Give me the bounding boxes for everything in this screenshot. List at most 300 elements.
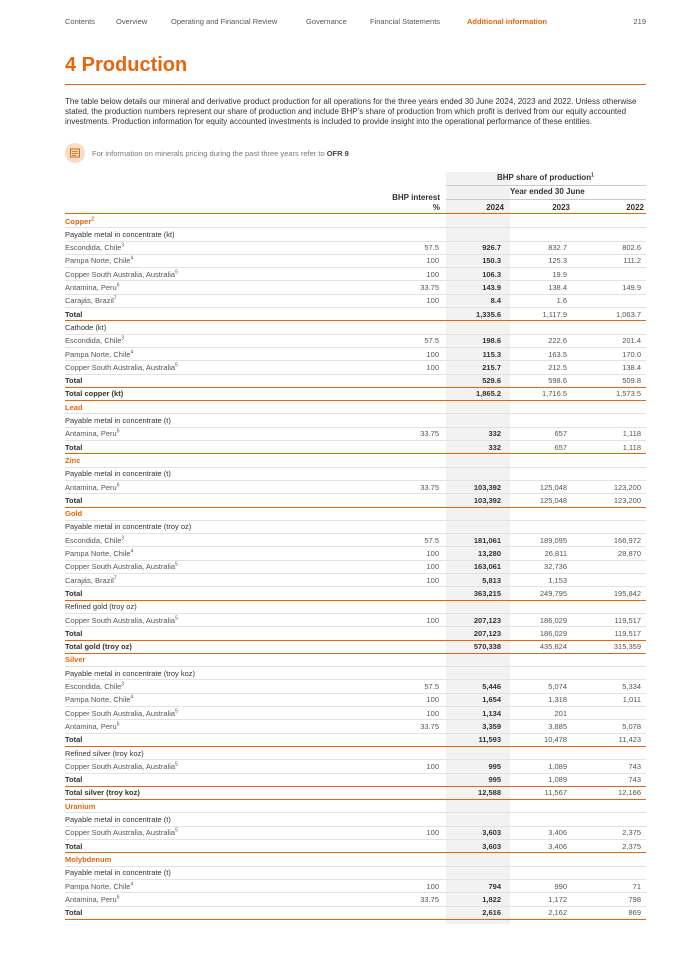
row-label [65, 655, 85, 664]
footnote-marker: 4 [130, 255, 134, 262]
row-label [65, 536, 124, 545]
value-2024: 926.7 [482, 243, 501, 253]
footnote-marker: 3 [121, 681, 125, 688]
table-row [65, 360, 646, 374]
value-2023: 186,029 [539, 628, 567, 638]
subsection-header [65, 746, 646, 760]
value-2022: 315,359 [613, 642, 641, 652]
pricing-note-label: For information on minerals pricing during the past three years refer to [92, 149, 325, 158]
value-2024: 143.9 [482, 283, 501, 292]
row-label [65, 469, 171, 478]
table-row [65, 334, 646, 348]
table-row [65, 267, 646, 281]
value-2022: 509.8 [622, 376, 641, 386]
value-2022: 166,972 [613, 535, 641, 545]
row-label [65, 363, 178, 372]
table-row [65, 706, 646, 720]
subsection-header [65, 600, 646, 614]
table-row [65, 427, 646, 441]
table-row [65, 879, 646, 893]
table-row [65, 241, 646, 255]
value-2024: 163,061 [473, 562, 501, 572]
row-label-text: Total [65, 841, 83, 851]
row-label-text: Antamina, Peru [65, 894, 117, 904]
row-label [65, 682, 124, 691]
value-2024: 995 [488, 761, 501, 771]
footnote-marker: 3 [121, 535, 125, 542]
table-row [65, 693, 646, 707]
header-rule-1 [446, 185, 646, 186]
footnote-marker: 5 [175, 269, 178, 276]
bhp-interest-value: 33.75 [420, 283, 439, 292]
subsection-header [65, 320, 646, 334]
row-label-text: Copper South Australia, Australia [65, 615, 176, 625]
row-label [65, 562, 178, 571]
value-2024: 207,123 [473, 615, 501, 625]
value-2023: 11,567 [544, 788, 567, 798]
value-2022: 201.4 [622, 336, 641, 346]
row-label-text: Payable metal in concentrate (t) [65, 868, 171, 878]
row-label [65, 882, 133, 891]
total-row [65, 773, 646, 787]
row-label [65, 868, 171, 877]
row-label [65, 855, 111, 864]
footnote-marker: 4 [130, 349, 134, 355]
header-year-2023: 2023 [552, 203, 570, 212]
table-row [65, 281, 646, 295]
total-row [65, 374, 646, 388]
value-2024: 8.4 [490, 296, 501, 306]
table-row [65, 294, 646, 308]
row-label [65, 735, 82, 744]
value-2023: 1.6 [556, 296, 567, 306]
row-label-text: Payable metal in concentrate (kt) [65, 229, 175, 239]
row-label [65, 296, 117, 305]
total-row [65, 387, 646, 401]
row-label-text: Cathode (kt) [65, 322, 107, 332]
row-label [65, 828, 178, 837]
row-label-text: Total [65, 442, 83, 452]
row-label [65, 283, 119, 292]
bhp-interest-value: 100 [426, 296, 439, 306]
value-2022: 119,517 [614, 615, 641, 625]
section-header [65, 653, 646, 667]
row-label-text: Total [65, 309, 83, 319]
row-label-text: Total [65, 588, 83, 598]
row-label [65, 270, 178, 279]
row-label-text: Refined gold (troy oz) [65, 602, 137, 612]
section-header [65, 214, 646, 228]
value-2023: 657 [554, 429, 567, 439]
row-label-text: Payable metal in concentrate (t) [65, 469, 171, 479]
footnote-marker: 6 [116, 721, 120, 728]
table-row [65, 680, 646, 694]
subsection-header [65, 467, 646, 481]
value-2024: 529.6 [482, 376, 501, 386]
value-2024: 198.6 [482, 336, 501, 346]
row-label-text: Total [65, 908, 83, 918]
value-2024: 794 [488, 881, 501, 891]
nav-overview[interactable]: Overview [116, 17, 148, 26]
row-label-text: Payable metal in concentrate (t) [65, 815, 171, 824]
table-row [65, 613, 646, 627]
value-2024: 150.3 [482, 256, 501, 266]
bhp-interest-value: 33.75 [420, 721, 439, 731]
row-label [65, 230, 175, 239]
value-2024: 5,813 [482, 575, 501, 585]
value-2024: 332 [488, 442, 501, 452]
value-2024: 215.7 [482, 362, 501, 372]
subsection-header [65, 666, 646, 680]
bhp-interest-value: 100 [426, 615, 439, 625]
footnote-marker: 5 [175, 615, 178, 621]
value-2022: 743 [628, 775, 641, 785]
row-label-text: Lead [65, 402, 83, 412]
value-2022: 1,573.5 [615, 389, 641, 399]
value-2023: 1,318 [548, 695, 567, 705]
value-2023: 5,074 [548, 682, 567, 691]
row-label [65, 749, 144, 758]
footnote-marker: 7 [113, 295, 117, 302]
total-row [65, 906, 646, 920]
bhp-interest-value: 57.5 [424, 682, 439, 691]
value-2023: 249,795 [539, 588, 567, 598]
value-2022: 2,375 [622, 841, 641, 851]
row-label [65, 629, 82, 638]
row-label-text: Copper South Australia, Australia [65, 828, 176, 838]
bhp-interest-value: 57.5 [424, 336, 439, 346]
row-label-text: Antamina, Peru [65, 283, 117, 292]
row-label [65, 788, 140, 797]
footnote-marker: 6 [116, 482, 120, 488]
row-label [65, 217, 94, 226]
row-label [65, 389, 123, 398]
row-label [65, 602, 137, 611]
row-label-text: Total [65, 735, 83, 745]
value-2023: 1,117.9 [542, 309, 567, 319]
row-label-text: Pampa Norte, Chile [65, 349, 131, 359]
pricing-note [65, 143, 565, 163]
value-2023: 3,406 [548, 828, 567, 838]
value-2023: 189,095 [539, 535, 567, 545]
row-label-text: Escondida, Chile [65, 682, 122, 691]
table-row [65, 759, 646, 773]
value-2023: 3,885 [548, 721, 567, 731]
value-2023: 832.7 [548, 243, 567, 253]
row-label-text: Antamina, Peru [65, 482, 117, 492]
header-year-2024: 2024 [486, 203, 504, 212]
value-2022: 5,334 [622, 682, 641, 691]
row-label [65, 722, 119, 731]
value-2024: 3,359 [482, 721, 501, 731]
row-label-text: Copper South Australia, Australia [65, 761, 176, 771]
header-bhp-share: BHP share of production$^1$ [497, 172, 594, 182]
row-label-text: Pampa Norte, Chile [65, 695, 131, 705]
row-label-text: Total [65, 495, 83, 505]
row-label-text: Copper South Australia, Australia [65, 708, 176, 718]
row-label-text: Pampa Norte, Chile [65, 549, 131, 558]
table-row [65, 892, 646, 906]
value-2022: 5,078 [622, 721, 641, 731]
bhp-interest-value: 100 [426, 708, 439, 718]
row-label [65, 443, 82, 452]
row-label [65, 310, 82, 319]
subsection-header [65, 520, 646, 534]
value-2023: 1,089 [548, 775, 567, 785]
value-2023: 1,089 [548, 761, 567, 771]
row-label-text: Uranium [65, 801, 96, 811]
bhp-interest-value: 100 [426, 828, 439, 838]
pricing-note-text [92, 149, 349, 158]
value-2023: 125,048 [539, 482, 567, 492]
row-label [65, 549, 133, 558]
value-2022: 12,166 [618, 788, 641, 798]
bhp-interest-value: 33.75 [420, 894, 439, 904]
value-2023: 125.3 [548, 256, 567, 266]
value-2024: 1,654 [482, 695, 501, 705]
value-2022: 123,200 [613, 495, 641, 505]
bhp-interest-value: 33.75 [420, 482, 439, 492]
bhp-interest-value: 100 [426, 761, 439, 771]
footnote-marker: 4 [130, 548, 134, 555]
row-label [65, 496, 82, 505]
value-2022: 1,063.7 [615, 309, 641, 319]
table-row [65, 533, 646, 547]
top-navigation [65, 17, 646, 29]
row-label [65, 669, 195, 678]
row-label-text: Pampa Norte, Chile [65, 256, 131, 266]
value-2023: 657 [554, 442, 567, 452]
value-2024: 3,603 [482, 841, 501, 851]
value-2024: 1,335.6 [475, 309, 501, 319]
value-2022: 119,517 [614, 628, 641, 638]
footnote-marker: 6 [116, 282, 120, 289]
value-2023: 1,716.5 [541, 389, 567, 399]
value-2024: 12,588 [478, 788, 501, 798]
value-2022: 1,118 [622, 442, 641, 452]
subsection-header [65, 227, 646, 241]
value-2023: 1,153 [548, 575, 567, 585]
row-label [65, 522, 191, 531]
row-label-text: Silver [65, 655, 86, 665]
nav-additional-information[interactable]: Additional information [467, 17, 547, 26]
row-label-text: Carajás, Brazil [65, 575, 114, 585]
row-label-text: Copper [65, 216, 92, 226]
nav-contents[interactable]: Contents [65, 17, 96, 26]
value-2024: 995 [488, 775, 501, 785]
value-2024: 207,123 [473, 628, 501, 638]
section-header [65, 507, 646, 521]
subsection-header [65, 414, 646, 428]
bhp-interest-value: 100 [426, 695, 439, 705]
value-2022: 149.9 [622, 283, 641, 292]
bhp-interest-value: 100 [426, 562, 439, 572]
row-label [65, 709, 178, 718]
value-2024: 103,392 [473, 482, 501, 492]
row-label [65, 842, 82, 851]
row-label-text: Zinc [65, 455, 81, 465]
value-2023: 2,162 [548, 908, 567, 918]
footnote-marker: 5 [175, 708, 178, 715]
value-2024: 363,215 [473, 588, 501, 598]
row-label [65, 323, 106, 332]
bhp-interest-value: 100 [426, 256, 439, 266]
value-2023: 990 [554, 881, 567, 891]
value-2023: 3,406 [548, 841, 567, 851]
value-2024: 115.3 [482, 349, 501, 359]
value-2022: 869 [628, 908, 641, 918]
header-year-ended: Year ended 30 June [510, 187, 585, 196]
header-rule-2 [446, 199, 646, 200]
bhp-interest-value: 57.5 [424, 535, 439, 545]
value-2023: 26,811 [544, 549, 567, 558]
footnote-marker: 6 [116, 428, 120, 435]
value-2023: 212.5 [548, 362, 567, 372]
footnote-marker: 2 [91, 216, 95, 222]
footnote-marker: 6 [116, 894, 120, 901]
value-2022: 138.4 [622, 362, 641, 372]
value-2022: 798 [628, 894, 641, 904]
row-label-text: Gold [65, 509, 83, 519]
row-label [65, 376, 82, 385]
value-2022: 1,011 [622, 695, 641, 705]
bhp-interest-value: 100 [426, 575, 439, 585]
row-label-text: Copper South Australia, Australia [65, 562, 176, 572]
footnote-marker: 3 [121, 242, 125, 249]
row-label-text: Copper South Australia, Australia [65, 269, 176, 279]
value-2022: 28,870 [618, 549, 641, 558]
footnote-marker: 3 [121, 335, 125, 342]
value-2024: 1,822 [482, 894, 501, 904]
row-label-text: Total gold (troy oz) [65, 642, 132, 652]
value-2023: 10,478 [544, 735, 567, 745]
row-label-text: Escondida, Chile [65, 535, 122, 545]
row-label [65, 815, 171, 824]
row-label [65, 429, 119, 438]
value-2023: 201 [554, 708, 567, 718]
nav-governance[interactable]: Governance [306, 17, 347, 26]
nav-operating-financial-review[interactable]: Operating and Financial Review [171, 17, 278, 26]
value-2023: 19.9 [552, 269, 567, 279]
subsection-header [65, 813, 646, 827]
total-row [65, 626, 646, 640]
row-label-text: Escondida, Chile [65, 336, 122, 346]
row-label [65, 908, 82, 917]
value-2024: 5,446 [482, 682, 501, 691]
bhp-interest-value: 57.5 [424, 243, 439, 253]
value-2024: 103,392 [473, 495, 501, 505]
value-2024: 1,865.2 [475, 389, 501, 399]
total-row [65, 440, 646, 454]
row-label [65, 509, 82, 518]
value-2022: 170.0 [622, 349, 641, 359]
row-label [65, 243, 124, 252]
row-label [65, 350, 133, 359]
row-label-text: Payable metal in concentrate (t) [65, 416, 171, 425]
row-label [65, 576, 117, 585]
table-row [65, 719, 646, 733]
ofr-9-link[interactable]: OFR 9 [326, 149, 349, 158]
total-row [65, 640, 646, 654]
value-2024: 11,593 [478, 735, 501, 745]
row-label-text: Carajás, Brazil [65, 296, 114, 306]
row-label [65, 336, 124, 345]
value-2024: 3,603 [482, 828, 501, 838]
row-label [65, 589, 82, 598]
header-year-2022: 2022 [626, 203, 644, 212]
value-2024: 570,338 [473, 642, 501, 652]
bhp-interest-value: 100 [426, 881, 439, 891]
page-number: 219 [633, 17, 646, 26]
footnote-marker: 4 [130, 694, 134, 701]
header-bhp-interest: BHP interest [392, 193, 440, 202]
row-label [65, 775, 82, 784]
value-2023: 598.6 [548, 376, 567, 386]
value-2022: 111.2 [623, 256, 641, 266]
table-row [65, 560, 646, 574]
footnote-marker: 5 [175, 761, 178, 768]
row-label-text: Total [65, 628, 83, 638]
row-label-text: Total silver (troy koz) [65, 788, 140, 798]
value-2023: 163.5 [548, 349, 567, 359]
bhp-interest-value: 33.75 [420, 429, 439, 439]
row-label-text: Total [65, 775, 83, 785]
page-title: 4 Production [65, 54, 188, 76]
header-percent: % [432, 203, 440, 212]
footnote-marker: 5 [175, 827, 178, 834]
value-2023: 138.4 [548, 283, 567, 292]
value-2022: 195,842 [613, 588, 641, 598]
footnote-marker: 7 [113, 575, 117, 582]
bhp-interest-value: 100 [426, 349, 439, 359]
value-2023: 32,736 [544, 562, 567, 572]
table-row [65, 547, 646, 561]
row-label-text: Pampa Norte, Chile [65, 881, 131, 891]
row-label-text: Antamina, Peru [65, 429, 117, 439]
row-label [65, 642, 132, 651]
total-row [65, 733, 646, 747]
table-row [65, 347, 646, 361]
title-divider [65, 84, 646, 85]
value-2022: 123,200 [613, 482, 641, 492]
row-label [65, 802, 95, 811]
row-label [65, 762, 178, 771]
document-icon [65, 143, 85, 163]
intro-paragraph: The table below details our mineral and derivative product production for all operations for the three years ended 30 June 2024, 2023 and 2022. Unless otherwise stated, the production numbers represent our share of production and include BHP’s share of production from which profit is derived from our equity accounted investments. Production information for equity accounted investments is included to provide insight into the operational performance of these entities. [65, 97, 637, 126]
value-2022: 71 [632, 881, 641, 891]
nav-financial-statements[interactable]: Financial Statements [370, 17, 441, 26]
row-label [65, 616, 178, 625]
section-header [65, 400, 646, 414]
row-label [65, 695, 133, 704]
value-2022: 802.6 [622, 243, 641, 253]
value-2023: 125,048 [539, 495, 567, 505]
row-label [65, 403, 83, 412]
row-label-text: Copper South Australia, Australia [65, 362, 176, 372]
subsection-header [65, 866, 646, 880]
section-header [65, 852, 646, 866]
value-2024: 181,061 [473, 535, 501, 545]
row-label [65, 895, 119, 904]
row-label-text: Total [65, 376, 83, 386]
total-row [65, 839, 646, 853]
row-label-text: Refined silver (troy koz) [65, 748, 144, 758]
row-label [65, 456, 80, 465]
table-row [65, 573, 646, 587]
table-row [65, 826, 646, 840]
value-2022: 2,375 [622, 828, 641, 838]
value-2024: 1,134 [482, 708, 501, 718]
